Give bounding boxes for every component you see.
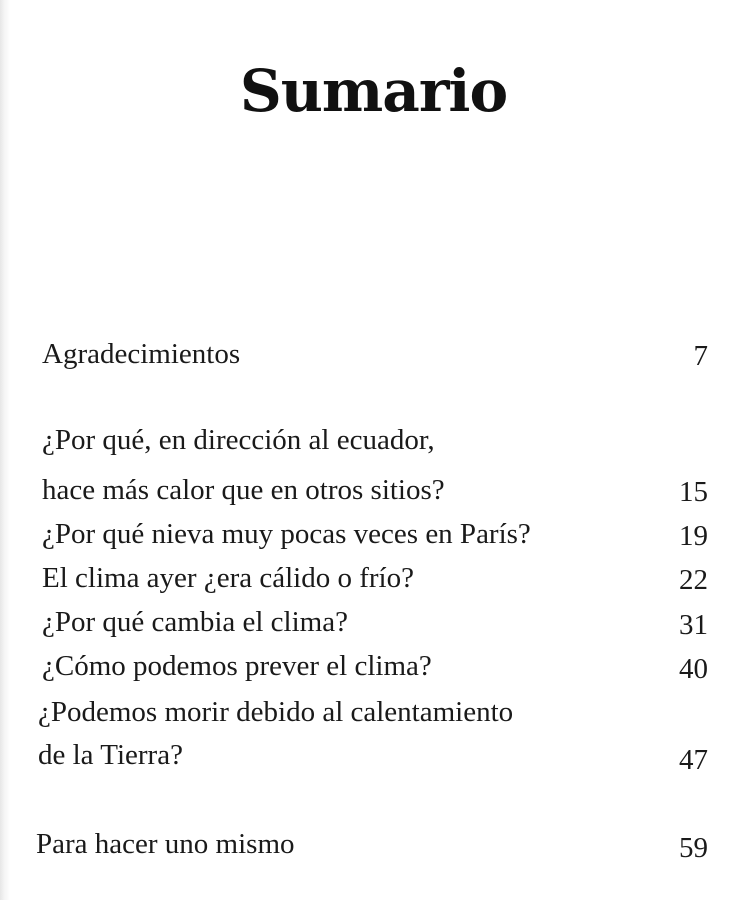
toc-page-number: 40 <box>679 653 708 685</box>
toc-entry-diy: Para hacer uno mismo <box>36 828 295 860</box>
toc-page-number: 15 <box>679 476 708 508</box>
toc-page-number: 19 <box>679 520 708 552</box>
toc-entry-equator-line-2: hace más calor que en otros sitios? <box>42 474 445 506</box>
toc-entry-forecast: ¿Cómo podemos prever el clima? <box>42 650 432 682</box>
toc-entry-past-climate: El clima ayer ¿era cálido o frío? <box>42 562 414 594</box>
toc-entry-warming-line-1: ¿Podemos morir debido al calentamiento <box>38 696 514 728</box>
page-edge-shadow <box>0 0 10 900</box>
toc-page-number: 59 <box>679 832 708 864</box>
toc-page-number: 7 <box>693 340 708 372</box>
page-title: Sumario <box>239 56 508 125</box>
toc-entry-snow-paris: ¿Por qué nieva muy pocas veces en París? <box>42 518 531 550</box>
toc-page-number: 22 <box>679 564 708 596</box>
toc-entry-climate-change: ¿Por qué cambia el clima? <box>42 606 348 638</box>
toc-entry-equator-line-1: ¿Por qué, en dirección al ecuador, <box>42 424 435 456</box>
toc-page-number: 31 <box>679 609 708 641</box>
toc-page-number: 47 <box>679 744 708 776</box>
toc-entry-acknowledgements: Agradecimientos <box>42 338 241 370</box>
toc-entry-warming-line-2: de la Tierra? <box>38 739 183 771</box>
